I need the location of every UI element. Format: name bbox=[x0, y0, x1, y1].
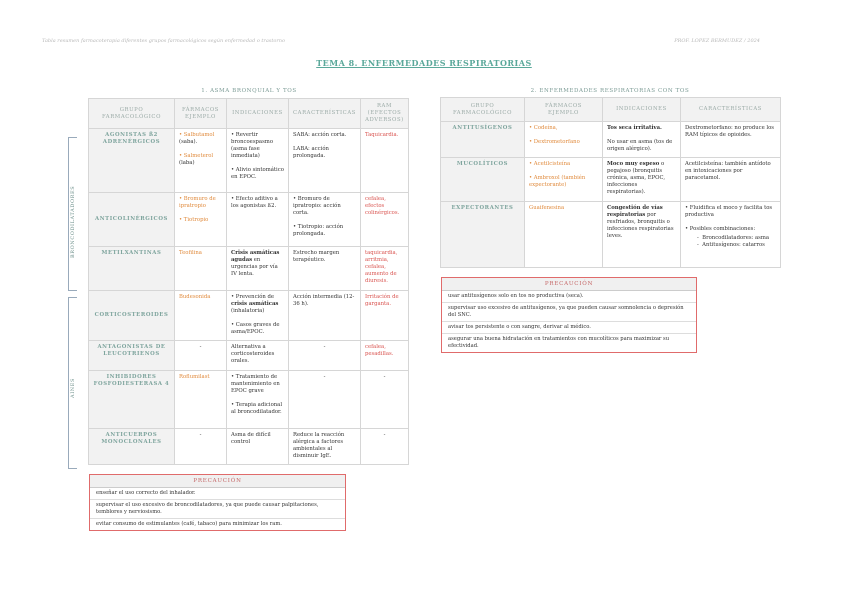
table-row bbox=[89, 429, 409, 465]
cell-ram: Taquicardia. bbox=[361, 129, 409, 193]
table-row bbox=[89, 341, 409, 371]
cell-grupo: MUCOLÍTICOS bbox=[441, 158, 525, 202]
table-row bbox=[89, 291, 409, 341]
cell-grupo: ANTITUSÍGENOS bbox=[441, 122, 525, 158]
cell-farmacos: • Bromuro de ipratropio • Tiotropio bbox=[175, 193, 227, 247]
cell-grupo: ANTAGONISTAS DE LEUCOTRIENOS bbox=[89, 341, 175, 371]
cell-grupo: METILXANTINAS bbox=[89, 247, 175, 291]
table-row bbox=[89, 247, 409, 291]
precaution-line: avisar tos persistente o con sangre, derivar al médico. bbox=[442, 322, 696, 334]
cell-indicaciones: Alternativa a corticosteroides orales. bbox=[227, 341, 289, 371]
cell-grupo: ANTICUERPOS MONOCLONALES bbox=[89, 429, 175, 465]
precaution-line: usar antitusígenos solo en tos no productiva (seca). bbox=[442, 291, 696, 303]
precaution-line: supervisar el uso excesivo de broncodilatadores, ya que puede causar palpitaciones, temblores y nerviosismo. bbox=[90, 500, 345, 519]
header-right: PROF. LOPEZ BERMUDEZ / 2024 bbox=[674, 38, 760, 44]
cell-grupo: INHIBIDORES FOSFODIESTERASA 4 bbox=[89, 371, 175, 429]
table-row bbox=[89, 129, 409, 193]
cell-indicaciones: Congestión de vías respiratorias por resfriados, bronquitis o infecciones respiratorias leves. bbox=[603, 202, 681, 268]
cell-ram: taquicardia, arritmia, cefalea, aumento de diuresis. bbox=[361, 247, 409, 291]
col-header: GRUPO FARMACOLÓGICO bbox=[441, 98, 525, 122]
cell-caracteristicas: Acción intermedia (12-36 h). bbox=[289, 291, 361, 341]
cell-caracteristicas: Dextrometorfano: no produce los RAM típicos de opioides. bbox=[681, 122, 781, 158]
cell-ram: Irritación de garganta. bbox=[361, 291, 409, 341]
asma-table bbox=[88, 98, 409, 465]
tos-table bbox=[440, 97, 781, 268]
cell-farmacos: - bbox=[175, 429, 227, 465]
page-title: TEMA 8. ENFERMEDADES RESPIRATORIAS bbox=[316, 58, 532, 68]
cell-farmacos: - bbox=[175, 341, 227, 371]
cell-caracteristicas: - bbox=[289, 341, 361, 371]
cell-grupo: CORTICOSTEROIDES bbox=[89, 291, 175, 341]
cell-farmacos: Guaifenesina bbox=[525, 202, 603, 268]
cell-caracteristicas: • Fluidifica el moco y facilita tos productiva • Posibles combinaciones: - Broncodilatadores: asma - Antitusígenos: catarros bbox=[681, 202, 781, 268]
cell-grupo: EXPECTORANTES bbox=[441, 202, 525, 268]
section-asma-title: 1. ASMA BRONQUIAL Y TOS bbox=[201, 88, 297, 94]
col-header: CARACTERÍSTICAS bbox=[289, 99, 361, 129]
section-tos-title: 2. ENFERMEDADES RESPIRATORIAS CON TOS bbox=[530, 88, 690, 94]
table-row bbox=[89, 193, 409, 247]
table-row bbox=[441, 122, 781, 158]
cell-indicaciones: Tos seca irritativa. No usar en asma (tos de origen alérgico). bbox=[603, 122, 681, 158]
cell-indicaciones: Asma de difícil control bbox=[227, 429, 289, 465]
col-header: FÁRMACOS EJEMPLO bbox=[175, 99, 227, 129]
cell-ram: - bbox=[361, 371, 409, 429]
side-label-aines: AINES bbox=[68, 297, 77, 469]
cell-grupo: AGONISTAS ß2 ADRENÉRGICOS bbox=[89, 129, 175, 193]
header-left: Tabla resumen farmacoterapia diferentes grupos farmacológicos según enfermedad o trastorno bbox=[42, 38, 286, 44]
cell-indicaciones: • Revertir broncoespasmo (asma fase inmediata) • Alivio sintomático en EPOC. bbox=[227, 129, 289, 193]
cell-indicaciones: • Tratamiento de mantenimiento en EPOC grave • Terapia adicional al broncodilatador. bbox=[227, 371, 289, 429]
cell-caracteristicas: Acetilcisteína: también antídoto en intoxicaciones por paracetamol. bbox=[681, 158, 781, 202]
cell-grupo: ANTICOLINÉRGICOS bbox=[89, 193, 175, 247]
cell-caracteristicas: - bbox=[289, 371, 361, 429]
cell-caracteristicas: • Bromuro de ipratropio: acción corta. • Tiotropio: acción prolongada. bbox=[289, 193, 361, 247]
cell-ram: cefalea, efectos colinérgicos. bbox=[361, 193, 409, 247]
col-header: INDICACIONES bbox=[603, 98, 681, 122]
cell-farmacos: • Codeína, • Dextrometorfano bbox=[525, 122, 603, 158]
cell-ram: - bbox=[361, 429, 409, 465]
side-label-broncho: BRONCODILATADORES bbox=[68, 137, 77, 291]
cell-indicaciones: Crisis asmáticas agudas en urgencias por vía IV lenta. bbox=[227, 247, 289, 291]
cell-farmacos: • Salbutamol (saba). • Salmeterol (laba) bbox=[175, 129, 227, 193]
table-row bbox=[89, 371, 409, 429]
cell-farmacos: Teofilina bbox=[175, 247, 227, 291]
cell-indicaciones: Moco muy espeso o pegajoso (bronquitis crónica, asma, EPOC, infecciones respiratorias). bbox=[603, 158, 681, 202]
precaution-line: asegurar una buena hidratación en tratamientos con mucolíticos para maximizar su efectividad. bbox=[448, 336, 670, 349]
col-header: CARACTERÍSTICAS bbox=[681, 98, 781, 122]
precaution-line: supervisar uso excesivo de antitusígenos, ya que pueden causar somnolencia o depresión del SNC. bbox=[442, 303, 696, 322]
table-row bbox=[441, 158, 781, 202]
cell-indicaciones: • Prevención de crisis asmáticas (inhalatoria) • Casos graves de asma/EPOC. bbox=[227, 291, 289, 341]
col-header: INDICACIONES bbox=[227, 99, 289, 129]
precaution-line: enseñar el uso correcto del inhalador. bbox=[90, 488, 345, 500]
cell-ram: cefalea, pesadillas. bbox=[361, 341, 409, 371]
cell-farmacos: Roflumilast bbox=[175, 371, 227, 429]
cell-caracteristicas: Estrecho margen terapéutico. bbox=[289, 247, 361, 291]
table-row bbox=[441, 202, 781, 268]
cell-indicaciones: • Efecto aditivo a los agonistas ß2. bbox=[227, 193, 289, 247]
precaution-box-asma bbox=[89, 474, 346, 531]
precaution-title: PRECAUCIÓN bbox=[442, 278, 696, 291]
col-header: FÁRMACOS EJEMPLO bbox=[525, 98, 603, 122]
cell-farmacos: • Acetilcisteína • Ambroxol (también expectorante) bbox=[525, 158, 603, 202]
cell-caracteristicas: Reduce la reacción alérgica a factores ambientales al disminuir IgE. bbox=[289, 429, 361, 465]
col-header: GRUPO FARMACOLÓGICO bbox=[89, 99, 175, 129]
col-header: RAM (EFECTOS ADVERSOS) bbox=[361, 99, 409, 129]
cell-caracteristicas: SABA: acción corta. LABA: acción prolongada. bbox=[289, 129, 361, 193]
precaution-line: evitar consumo de estimulantes (café, tabaco) para minimizar los ram. bbox=[96, 521, 282, 527]
precaution-title: PRECAUCIÓN bbox=[90, 475, 345, 488]
cell-farmacos: Budesonida bbox=[175, 291, 227, 341]
precaution-box-tos bbox=[441, 277, 697, 353]
